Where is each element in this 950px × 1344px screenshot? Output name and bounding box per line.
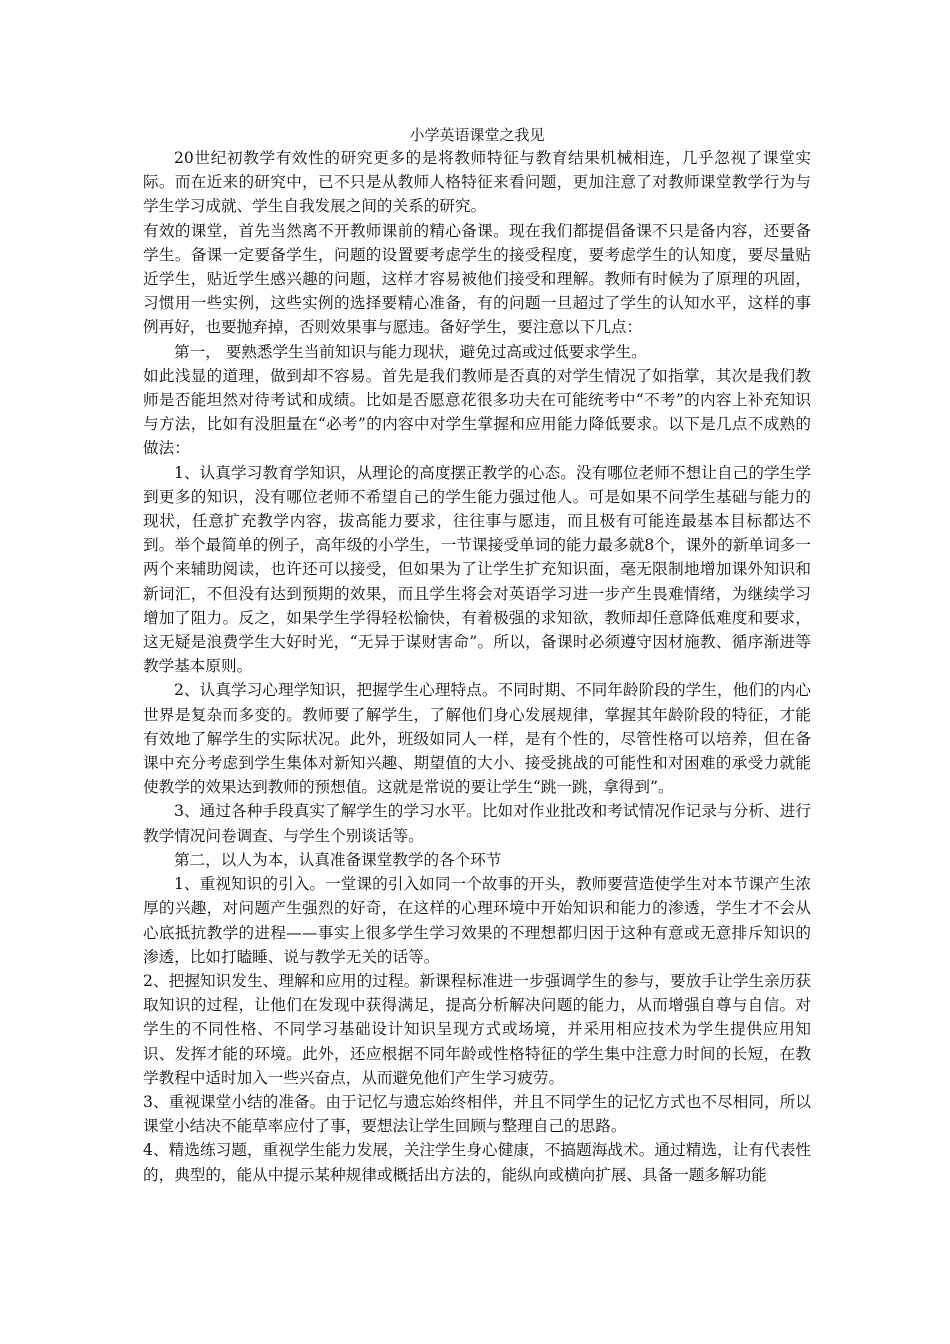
paragraph: 2、把握知识发生、理解和应用的过程。新课程标准进一步强调学生的参与，要放手让学生亲历获取知识的过程，让他们在发现中获得满足，提高分析解决问题的能力，从而增强自尊与自信。对学生的不同性格、不同学习基础设计知识呈现方式或场境，并采用相应技术为学生提供应用知识、发挥才能的环境。此外，还应根据不同年龄或性格特征的学生集中注意力时间的长短，在教学教程中适时加入一些兴奋点，从而避免他们产生学习疲劳。 <box>143 971 811 1087</box>
paragraph: 如此浅显的道理，做到却不容易。首先是我们教师是否真的对学生情况了如指掌，其次是我们教师是否能坦然对待考试和成绩。比如是否愿意花很多功夫在可能统考中“不考”的内容上补充知识与方法，比如有没胆量在“必考”的内容中对学生掌握和应用能力降低要求。以下是几点不成熟的做法： <box>143 366 811 458</box>
paragraph: 20世纪初教学有效性的研究更多的是将教师特征与教育结果机械相连，几乎忽视了课堂实际。而在近来的研究中，已不只是从教师人格特征来看问题，更加注意了对教师课堂教学行为与学生学习成就、学生自我发展之间的关系的研究。 <box>143 149 811 216</box>
document-title: 小学英语课堂之我见 <box>409 126 545 144</box>
paragraph: 2、认真学习心理学知识，把握学生心理特点。不同时期、不同年龄阶段的学生，他们的内心世界是复杂而多变的。教师要了解学生，了解他们身心发展规律，掌握其年龄阶段的特征，才能有效地了解学生的实际状况。此外，班级如同人一样，是有个性的，尽管性格可以培养，但在备课中充分考虑到学生集体对新知兴趣、期望值的大小、接受挑战的可能性和对困难的承受力就能使教学的效果达到教师的预想值。这就是常说的要让学生“跳一跳，拿得到”。 <box>143 681 811 797</box>
document-page <box>143 124 811 1187</box>
paragraph: 1、重视知识的引入。一堂课的引入如同一个故事的开头，教师要营造使学生对本节课产生浓厚的兴趣，对问题产生强烈的好奇，在这样的心理环境中开始知识和能力的渗透，学生才不会从心底抵抗教学的进程——事实上很多学生学习效果的不理想都归因于这种有意或无意排斥知识的渗透，比如打瞌睡、说与教学无关的话等。 <box>143 875 811 966</box>
paragraph: 第二，以人为本，认真准备课堂教学的各个环节 <box>174 850 502 869</box>
paragraph: 第一， 要熟悉学生当前知识与能力现状，避免过高或过低要求学生。 <box>174 342 647 361</box>
paragraph: 有效的课堂，首先当然离不开教师课前的精心备课。现在我们都提倡备课不只是备内容，还要备学生。备课一定要备学生，问题的设置要考虑学生的接受程度，要考虑学生的认知度，要尽量贴近学生，贴近学生感兴趣的问题，这样才容易被他们接受和理解。教师有时候为了原理的巩固，习惯用一些实例，这些实例的选择要精心准备，有的问题一旦超过了学生的认知水平，这样的事例再好，也要抛弃掉，否则效果事与愿违。备好学生，要注意以下几点： <box>143 221 811 337</box>
paragraph: 3、重视课堂小结的准备。由于记忆与遗忘始终相伴，并且不同学生的记忆方式也不尽相同，所以课堂小结决不能草率应付了事，要想法让学生回顾与整理自己的思路。 <box>143 1092 811 1136</box>
document-body <box>143 146 811 1187</box>
paragraph: 4、精选练习题，重视学生能力发展，关注学生身心健康，不搞题海战术。通过精选，让有代表性的，典型的，能从中提示某种规律或概括出方法的，能纵向或横向扩展、具备一题多解功能 <box>143 1141 811 1184</box>
paragraph: 1、认真学习教育学知识，从理论的高度摆正教学的心态。没有哪位老师不想让自己的学生学到更多的知识，没有哪位老师不希望自己的学生能力强过他人。可是如果不问学生基础与能力的现状，任意扩充教学内容，拔高能力要求，往往事与愿违，而且极有可能连最基本目标都达不到。举个最简单的例子，高年级的小学生，一节课接受单词的能力最多就8个，课外的新单词多一两个来辅助阅读，也许还可以接受，但如果为了让学生扩充知识面，毫无限制地增加课外知识和新词汇，不但没有达到预期的效果，而且学生将会对英语学习进一步产生畏难情绪，为继续学习增加了阻力。反之，如果学生学得轻松愉快，有着极强的求知欲，教师却任意降低难度和要求，这无疑是浪费学生大好时光，“无异于谋财害命”。所以，备课时必须遵守因材施教、循序渐进等教学基本原则。 <box>143 463 811 676</box>
paragraph: 3、通过各种手段真实了解学生的学习水平。比如对作业批改和考试情况作记录与分析、进行教学情况问卷调查、与学生个别谈话等。 <box>143 802 811 845</box>
